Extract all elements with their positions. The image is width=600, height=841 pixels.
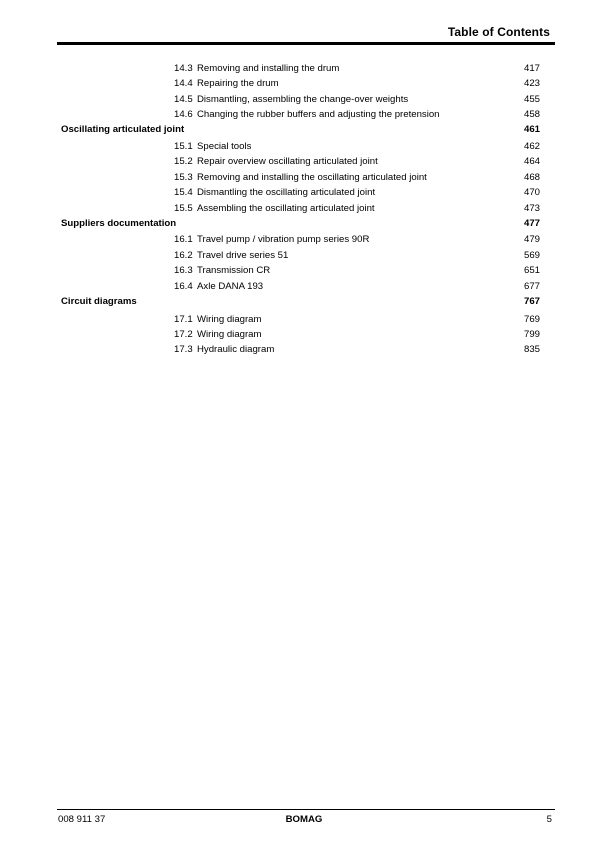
entry-title: Repairing the drum <box>197 78 279 89</box>
entry-title: Wiring diagram <box>197 329 262 340</box>
entry-page: 423 <box>523 78 540 89</box>
toc-entry[interactable] <box>174 155 540 169</box>
page-number: 5 <box>546 814 552 825</box>
entry-title: Repair overview oscillating articulated joint <box>197 156 378 167</box>
entry-number: 17.2 <box>174 329 193 340</box>
entry-title: Dismantling the oscillating articulated joint <box>197 187 376 198</box>
entry-page: 462 <box>523 141 540 152</box>
document-number: 008 911 37 <box>58 814 106 825</box>
toc-entry[interactable] <box>174 171 540 185</box>
entry-number: 16.4 <box>174 281 193 292</box>
entry-page: 417 <box>523 63 540 74</box>
toc-entry[interactable] <box>174 233 540 247</box>
toc-entry[interactable] <box>174 328 540 342</box>
entry-page: 464 <box>523 156 540 167</box>
entry-number: 14.3 <box>174 63 193 74</box>
chapter-title: Oscillating articulated joint <box>61 124 185 135</box>
chapter-title: Suppliers documentation <box>61 218 177 229</box>
entry-title: Travel drive series 51 <box>197 250 289 261</box>
entry-number: 15.2 <box>174 156 193 167</box>
chapter-title: Circuit diagrams <box>61 296 137 307</box>
toc-entry[interactable] <box>174 343 540 357</box>
toc-entry[interactable] <box>174 202 540 216</box>
entry-number: 14.5 <box>174 94 193 105</box>
entry-page: 677 <box>523 281 540 292</box>
toc-entry[interactable] <box>174 108 540 122</box>
entry-page: 651 <box>523 265 540 276</box>
entry-title: Hydraulic diagram <box>197 344 275 355</box>
entry-page: 569 <box>523 250 540 261</box>
toc-entry[interactable] <box>174 280 540 294</box>
chapter-page: 477 <box>523 218 540 229</box>
toc-chapter[interactable] <box>61 123 540 137</box>
toc-entry[interactable] <box>174 264 540 278</box>
toc-entry[interactable] <box>174 140 540 154</box>
entry-title: Changing the rubber buffers and adjusting the pretension <box>197 109 440 120</box>
toc-chapter[interactable] <box>61 217 540 231</box>
entry-page: 835 <box>523 344 540 355</box>
entry-number: 17.3 <box>174 344 193 355</box>
entry-number: 16.3 <box>174 265 193 276</box>
entry-page: 479 <box>523 234 540 245</box>
toc-entry[interactable] <box>174 186 540 200</box>
entry-number: 15.5 <box>174 203 193 214</box>
entry-number: 17.1 <box>174 314 193 325</box>
entry-number: 14.6 <box>174 109 193 120</box>
entry-number: 16.1 <box>174 234 193 245</box>
toc-entry[interactable] <box>174 62 540 76</box>
entry-number: 16.2 <box>174 250 193 261</box>
toc-chapter[interactable] <box>61 295 540 309</box>
chapter-page: 461 <box>523 124 540 135</box>
chapter-page: 767 <box>523 296 540 307</box>
entry-page: 769 <box>523 314 540 325</box>
entry-page: 455 <box>523 94 540 105</box>
entry-title: Dismantling, assembling the change-over weights <box>197 94 409 105</box>
toc-entry[interactable] <box>174 77 540 91</box>
entry-page: 458 <box>523 109 540 120</box>
entry-page: 799 <box>523 329 540 340</box>
entry-title: Removing and installing the oscillating articulated joint <box>197 172 427 183</box>
entry-page: 473 <box>523 203 540 214</box>
entry-number: 15.3 <box>174 172 193 183</box>
entry-number: 14.4 <box>174 78 193 89</box>
entry-title: Special tools <box>197 141 252 152</box>
entry-title: Axle DANA 193 <box>197 281 264 292</box>
entry-title: Removing and installing the drum <box>197 63 340 74</box>
entry-title: Wiring diagram <box>197 314 262 325</box>
footer-divider <box>57 809 555 810</box>
entry-title: Transmission CR <box>197 265 271 276</box>
page-title: Table of Contents <box>447 25 550 39</box>
toc-entry[interactable] <box>174 313 540 327</box>
entry-title: Assembling the oscillating articulated joint <box>197 203 375 214</box>
entry-page: 468 <box>523 172 540 183</box>
toc-entry[interactable] <box>174 93 540 107</box>
header-divider <box>57 42 555 45</box>
brand-name: BOMAG <box>285 814 323 825</box>
entry-page: 470 <box>523 187 540 198</box>
toc-entry[interactable] <box>174 249 540 263</box>
entry-number: 15.4 <box>174 187 193 198</box>
entry-number: 15.1 <box>174 141 193 152</box>
entry-title: Travel pump / vibration pump series 90R <box>197 234 370 245</box>
